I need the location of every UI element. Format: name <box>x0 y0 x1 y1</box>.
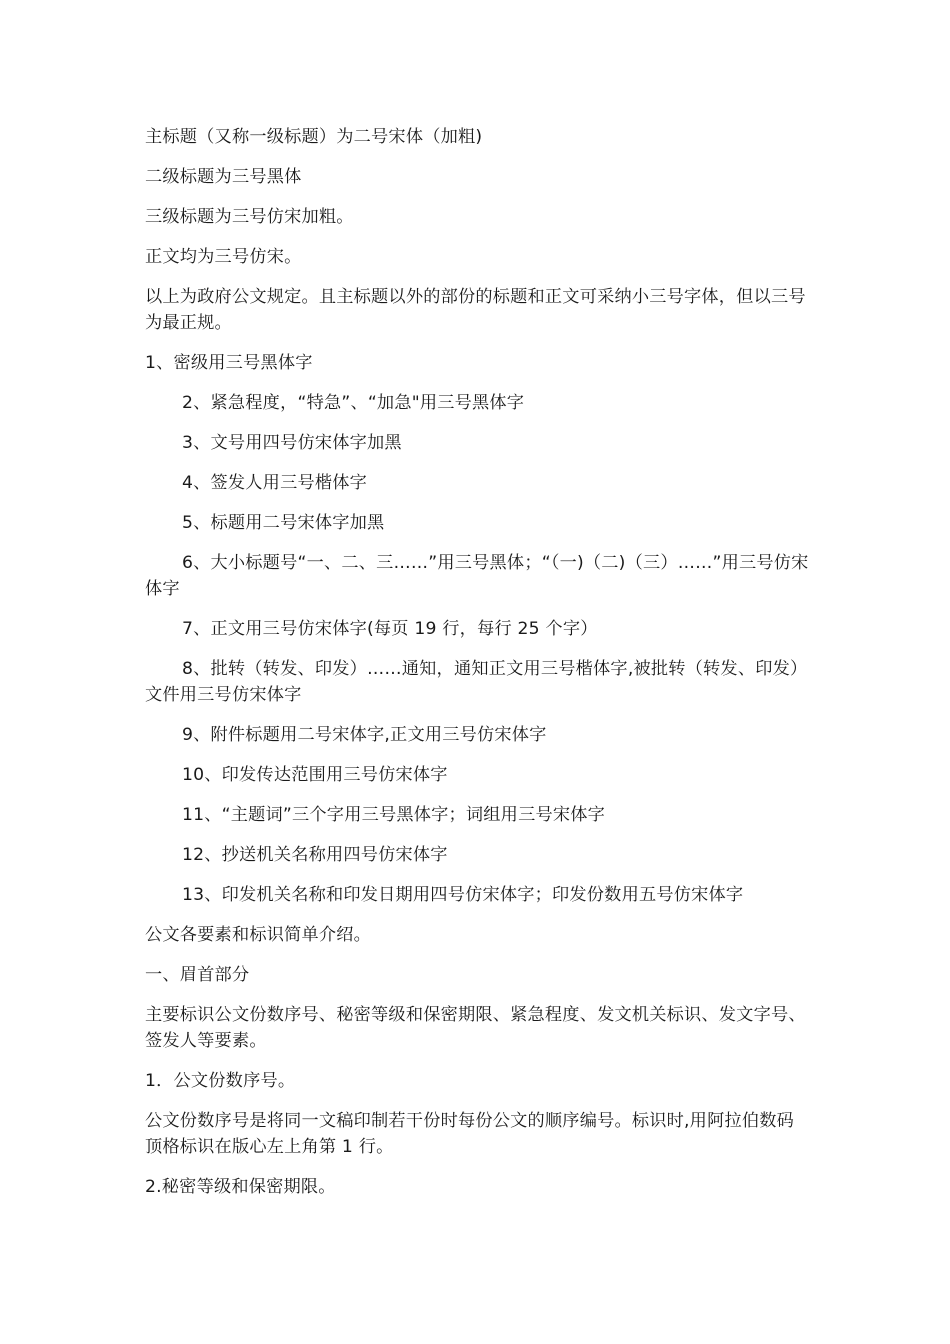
list-item-9: 9、附件标题用二号宋体字,正文用三号仿宋体字 <box>182 725 547 745</box>
list-item-2: 2、紧急程度，“特急”、“加急"用三号黑体字 <box>182 393 525 413</box>
paragraph-main-title-rule: 主标题（又称一级标题）为二号宋体（加粗) <box>145 127 483 147</box>
list-item-12: 12、抄送机关名称用四号仿宋体字 <box>182 845 448 865</box>
list-item-7: 7、正文用三号仿宋体字(每页 19 行，每行 25 个字） <box>182 619 598 639</box>
subheading-copy-number: 1．公文份数序号。 <box>145 1071 296 1091</box>
list-item-3: 3、文号用四号仿宋体字加黑 <box>182 433 402 453</box>
paragraph-third-level-rule: 三级标题为三号仿宋加粗。 <box>145 207 354 227</box>
paragraph-body-rule: 正文均为三号仿宋。 <box>145 247 302 267</box>
list-item-4: 4、签发人用三号楷体字 <box>182 473 368 493</box>
subheading-secrecy-level: 2.秘密等级和保密期限。 <box>145 1177 336 1197</box>
paragraph-header-elements: 主要标识公文份数序号、秘密等级和保密期限、紧急程度、发文机关标识、发文字号、签发人等要素。 <box>145 1005 806 1051</box>
list-item-11: 11、“主题词”三个字用三号黑体字；词组用三号宋体字 <box>182 805 606 825</box>
paragraph-second-level-rule: 二级标题为三号黑体 <box>145 167 302 187</box>
list-item-1: 1、密级用三号黑体字 <box>145 353 313 373</box>
document-body <box>145 124 810 1214</box>
paragraph-government-rule: 以上为政府公文规定。且主标题以外的部份的标题和正文可采纳小三号字体，但以三号为最正规。 <box>145 287 806 333</box>
paragraph-copy-number-description: 公文份数序号是将同一文稿印制若干份时每份公文的顺序编号。标识时,用阿拉伯数码顶格标识在版心左上角第 1 行。 <box>145 1111 795 1157</box>
paragraph-elements-intro: 公文各要素和标识简单介绍。 <box>145 925 372 945</box>
section-heading-header-part: 一、眉首部分 <box>145 965 250 985</box>
list-item-8: 8、批转（转发、印发）……通知，通知正文用三号楷体字,被批转（转发、印发）文件用三号仿宋体字 <box>145 659 808 705</box>
list-item-10: 10、印发传达范围用三号仿宋体字 <box>182 765 448 785</box>
list-item-6: 6、大小标题号“一、二、三……”用三号黑体；“（一)（二)（三）……”用三号仿宋体字 <box>145 553 809 599</box>
list-item-5: 5、标题用二号宋体字加黑 <box>182 513 385 533</box>
list-item-13: 13、印发机关名称和印发日期用四号仿宋体字；印发份数用五号仿宋体字 <box>182 885 744 905</box>
